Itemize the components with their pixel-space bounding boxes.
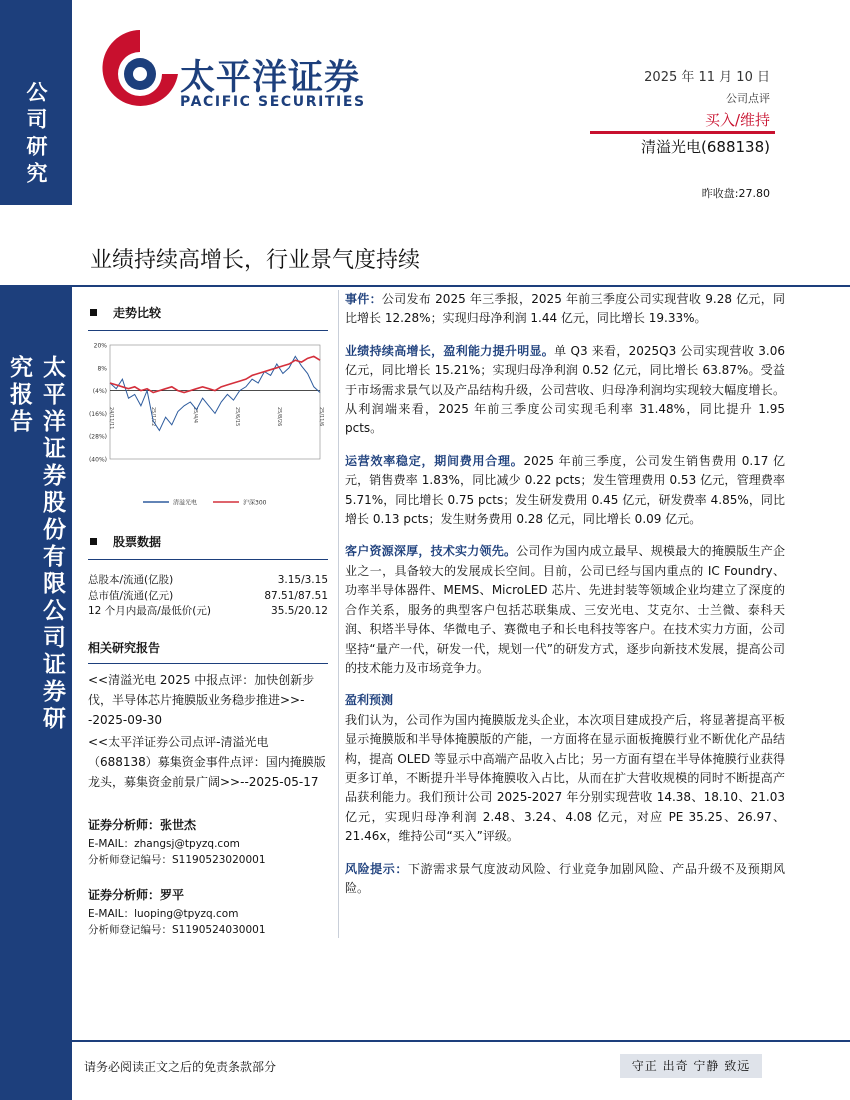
legend-label: 清溢光电 [173, 499, 198, 507]
analyst-email[interactable]: E-MAIL：zhangsj@tpyzq.com [88, 838, 240, 850]
rating: 买入/维持 [704, 111, 770, 129]
paragraph-text: 公司作为国内成立最早、规模最大的掩膜版生产企业之一，具备较大的发展成长空间。目前，公司已经与国内重点的 IC Foundry、功率半导体器件、MEMS、MicroLED 芯片、先进封装等领域企业均建立了深度的合作关系，服务的典型客户包括芯联集成、三安光电、艾克尔、士兰微、泰科天润、积塔半导体、华微电子、赛微电子和长电科技等客户。在技术实力方面，公司坚持“量产一代，研发一代，规划一代”的研发方式，逐步向新技术发展，提高公司的技术能力及市场竞争力。 [345, 544, 785, 675]
related-report-link[interactable]: <<太平洋证券公司点评-清溢光电（688138）募集资金事件点评：国内掩膜版龙头，募集资金前景广阔>>--2025-05-17 [88, 735, 326, 789]
footer-motto: 守正 出奇 宁静 致远 [620, 1054, 762, 1078]
y-tick-label: 20% [93, 342, 107, 350]
report-date: 2025 年 11 月 10 日 [644, 70, 770, 85]
y-tick-label: 8% [97, 365, 107, 373]
company-logo-icon [100, 22, 180, 122]
trend-heading [88, 302, 328, 322]
stock-data-heading [88, 531, 328, 551]
trend-heading-label: 走势比较 [113, 305, 162, 320]
sidebar-bottom-band [0, 285, 72, 1100]
x-tick-label: 25/8/26 [276, 407, 282, 427]
sidebar-top-label: 公司研究 [24, 81, 49, 189]
stat-value: 35.5/20.12 [271, 605, 328, 617]
sidebar-top-band [0, 0, 72, 205]
x-tick-label: 25/11/6 [318, 407, 324, 427]
x-tick-label: 24/11/11 [108, 407, 114, 430]
y-tick-label: (16%) [88, 410, 107, 418]
stat-label: 总市值/流通(亿元) [88, 590, 174, 602]
column-divider [338, 290, 339, 938]
paragraph-growth [345, 342, 785, 439]
stat-value: 3.15/3.15 [277, 574, 328, 586]
y-tick-label: (40%) [88, 456, 107, 464]
y-tick-label: (4%) [92, 388, 107, 396]
body-text [345, 290, 785, 911]
x-tick-label: 25/6/15 [234, 407, 240, 427]
title-rule [72, 285, 850, 287]
stat-label: 12 个月内最高/最低价(元) [88, 605, 211, 617]
table-row [88, 588, 328, 604]
left-sidebar [0, 0, 72, 1100]
square-bullet-icon [90, 309, 97, 316]
paragraph-lead: 盈利预测 [345, 693, 394, 708]
analyst-name: 证券分析师：张世杰 [88, 818, 197, 832]
x-tick-label: 25/4/4 [192, 407, 198, 424]
paragraph-text: 单 Q3 来看，2025Q3 公司实现营收 3.06 亿元，同比增长 15.21%；实现归母净利润 0.52 亿元，同比增长 63.87%。受益于市场需求景气以及产品结构升级，公司营收、归母净利润均实现较大幅度增长。从利润端来看，2025 年前三季度公司实现毛利率 31.48%，同比提升 1.95 pcts。 [345, 343, 785, 436]
paragraph-customers [345, 542, 785, 678]
paragraph-lead: 业绩持续高增长，盈利能力提升明显。 [345, 343, 555, 358]
trend-chart [88, 337, 328, 517]
stat-label: 总股本/流通(亿股) [88, 574, 174, 586]
analyst-name: 证券分析师：罗平 [88, 888, 185, 902]
analyst-block [88, 814, 328, 868]
header-red-rule [590, 131, 775, 134]
sidebar-bottom-label: 太平洋证券股份有限公司证券研究报告 [6, 355, 66, 733]
series-line [110, 356, 320, 392]
paragraph-forecast [345, 691, 785, 846]
paragraph-lead: 运营效率稳定，期间费用合理。 [345, 453, 524, 468]
legend-label: 沪深300 [243, 499, 267, 507]
y-tick-label: (28%) [88, 433, 107, 441]
left-column [88, 290, 328, 938]
analyst-email[interactable]: E-MAIL：luoping@tpyzq.com [88, 908, 239, 920]
trend-rule [88, 330, 328, 331]
footer-rule [72, 1040, 850, 1042]
table-row [88, 604, 328, 619]
stock-data-rule [88, 559, 328, 560]
stock-name: 清溢光电(688138) [641, 138, 770, 156]
paragraph-lead: 事件： [345, 292, 382, 306]
series-line [110, 356, 320, 430]
paragraph-lead: 风险提示： [345, 861, 408, 876]
stock-data-table [88, 572, 328, 619]
chart-frame [110, 345, 320, 459]
logo-name-en: PACIFIC SECURITIES [180, 94, 366, 110]
page-title: 业绩持续高增长，行业景气度持续 [90, 248, 421, 273]
analyst-reg: 分析师登记编号：S1190523020001 [88, 854, 266, 866]
related-heading: 相关研究报告 [88, 641, 161, 655]
paragraph-lead: 客户资源深厚，技术实力领先。 [345, 544, 517, 559]
paragraph-text: 我们认为，公司作为国内掩膜版龙头企业，本次项目建成投产后，将显著提高平板显示掩膜版和半导体掩膜版的产能，一方面将在显示面板掩膜行业不断优化产品结构，提高 OLED 等显示中高端产品收入占比；另一方面有望在半导体掩膜行业获得更多订单，不断提升半导体掩膜收入占比，从而在扩大营收规模的同时不断提高产品获利能力。我们预计公司 2025-2027 年分别实现营收 14.38、18.10、21.03 亿元，实现归母净利润 2.48、3.24、4.08 亿元，对应 PE 35.25、26.97、21.46x，维持公司“买入”评级。 [345, 712, 785, 844]
square-bullet-icon [90, 538, 97, 545]
table-row [88, 572, 328, 588]
analyst-reg: 分析师登记编号：S1190524030001 [88, 924, 266, 936]
paragraph-efficiency [345, 452, 785, 530]
analyst-block [88, 884, 328, 938]
stock-data-heading-label: 股票数据 [113, 534, 162, 549]
related-rule [88, 663, 328, 664]
paragraph-text: 2025 年前三季度，公司发生销售费用 0.17 亿元，销售费率 1.83%，同比减少 0.22 pcts；发生管理费用 0.53 亿元，管理费率 5.71%，同比增长 0.75 pcts；发生研发费用 0.45 亿元，研发费率 4.85%，同比增长 0.13 pcts；发生财务费用 0.28 亿元，同比增长 0.09 亿元。 [345, 453, 785, 527]
report-type: 公司点评 [726, 92, 770, 105]
paragraph-risk [345, 860, 785, 899]
x-tick-label: 25/1/22 [150, 407, 156, 427]
related-report-link[interactable]: <<清溢光电 2025 中报点评：加快创新步伐，半导体芯片掩膜版业务稳步推进>>--2025-09-30 [88, 673, 315, 727]
paragraph-event [345, 290, 785, 329]
footer-disclaimer: 请务必阅读正文之后的免责条款部分 [84, 1060, 277, 1074]
stat-value: 87.51/87.51 [264, 590, 328, 602]
logo-name-cn: 太平洋证券 [180, 58, 361, 98]
paragraph-text: 公司发布 2025 年三季报，2025 年前三季度公司实现营收 9.28 亿元，同比增长 12.28%；实现归母净利润 1.44 亿元，同比增长 19.33%。 [345, 292, 785, 326]
paragraph-text: 下游需求景气度波动风险、行业竞争加剧风险、产品升级不及预期风险。 [345, 861, 785, 895]
close-price: 昨收盘:27.80 [701, 187, 770, 200]
